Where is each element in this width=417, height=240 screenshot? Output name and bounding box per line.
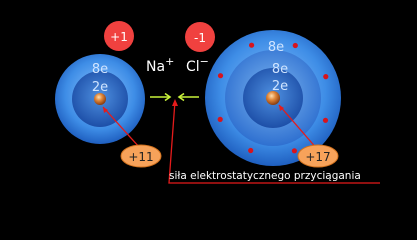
sodium-shell-label-2: 2e xyxy=(91,80,109,95)
sodium-ion-symbol: Na+ xyxy=(146,55,175,75)
chlorine-charge-badge xyxy=(185,22,215,52)
electron-dot xyxy=(323,74,328,79)
attraction-arrows xyxy=(150,94,199,101)
chlorine-ion-symbol: Cl− xyxy=(186,55,209,75)
chlorine-nucleus-charge-badge xyxy=(298,145,338,167)
force-caption: siła elektrostatycznego przyciągania xyxy=(169,170,361,182)
sodium-charge-badge xyxy=(104,21,134,51)
chlorine-shell-label-3: 2e xyxy=(271,79,289,94)
electron-dot xyxy=(249,43,254,48)
chlorine-charge-label: -1 xyxy=(194,31,206,45)
sodium-shell-label-1: 8e xyxy=(91,62,109,77)
electron-dot xyxy=(323,118,328,123)
sodium-nucleus-charge-label: +11 xyxy=(128,150,154,164)
chlorine-nucleus-charge-label: +17 xyxy=(305,150,331,164)
sodium-charge-label: +1 xyxy=(110,30,128,44)
chlorine-shell-label-2: 8e xyxy=(271,62,289,77)
force-pointer-head xyxy=(172,99,178,106)
electron-dot xyxy=(218,117,223,122)
electron-dot xyxy=(218,73,223,78)
sodium-atom xyxy=(55,54,145,144)
electron-dot xyxy=(292,148,297,153)
sodium-nucleus-charge-badge xyxy=(121,145,161,167)
electron-dot xyxy=(293,43,298,48)
electron-dot xyxy=(248,148,253,153)
chlorine-shell-label-1: 8e xyxy=(267,40,285,55)
